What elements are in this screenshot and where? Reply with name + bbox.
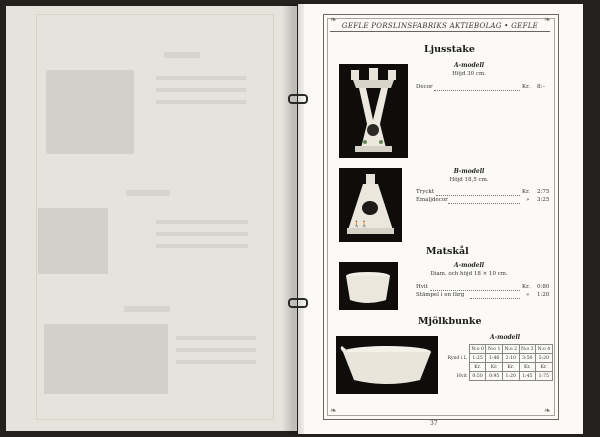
header-rule <box>330 31 550 32</box>
faded-heading <box>164 52 200 58</box>
table-cell: 1:45 <box>519 372 536 381</box>
height-label: Höjd 18,5 cm. <box>449 177 489 183</box>
table-corner <box>446 345 469 354</box>
model-label: A-modell <box>453 262 485 269</box>
bowl-photo <box>339 262 398 310</box>
table-row-label: Hvit <box>456 373 467 379</box>
table-cell: 5:20 <box>536 354 553 363</box>
table-header-cell: N:o 4 <box>537 346 551 352</box>
table-header-cell: N:o 3 <box>521 346 534 352</box>
price-row-label: Decor <box>416 84 433 90</box>
faded-heading <box>126 190 170 196</box>
leader-dots <box>434 90 520 91</box>
price-row-label: Emaljdecor <box>416 197 448 203</box>
table-cell: 1:75 <box>536 372 553 381</box>
table-cell: 1:20 <box>502 372 519 381</box>
table-cell: Kr. <box>469 363 486 372</box>
section-title-matskal: Matskål <box>426 246 469 257</box>
faded-text-line <box>156 232 248 236</box>
price-value: 3:25 <box>537 197 550 203</box>
table-row-label: Rynd i L <box>447 355 467 361</box>
model-label: A-modell <box>453 62 485 69</box>
price-currency: » <box>526 292 530 298</box>
price-currency: Kr. <box>522 84 530 90</box>
price-value: 1:20 <box>537 292 550 298</box>
table-header-row <box>446 345 552 354</box>
faded-text-line <box>156 100 246 104</box>
candlestick-a-image <box>339 64 408 158</box>
leader-dots <box>470 298 520 299</box>
corner-ornament: ❧ <box>544 15 551 24</box>
corner-ornament: ❧ <box>330 15 337 24</box>
faded-text-line <box>156 88 246 92</box>
leader-dots <box>430 290 520 291</box>
svg-text:🚶🚶: 🚶🚶 <box>353 221 368 228</box>
table-currency-row <box>446 363 552 372</box>
bowl-image <box>339 262 398 310</box>
table-cell: Kr. <box>519 363 536 372</box>
model-label: A-modell <box>489 334 521 341</box>
faded-text-line <box>176 348 256 352</box>
leader-dots <box>448 203 520 204</box>
price-row-label: Stämpel i en färg <box>416 292 465 298</box>
faded-mugs-photo <box>44 324 168 394</box>
table-header-cell: N:o 1 <box>487 346 501 352</box>
candlestick-a-photo <box>339 64 408 158</box>
book-gutter <box>282 4 304 434</box>
faded-text-line <box>176 360 256 364</box>
table-header-cell: N:o 0 <box>471 346 484 352</box>
table-cell: 0:95 <box>486 372 503 381</box>
price-row-label: Hvit <box>416 284 428 290</box>
height-label: Höjd 30 cm. <box>452 71 486 77</box>
corner-ornament: ❧ <box>544 406 551 415</box>
leader-dots <box>436 195 520 196</box>
table-cell: Kr. <box>536 363 553 372</box>
faded-heading <box>124 306 170 312</box>
candlestick-b-photo <box>339 168 402 242</box>
price-currency: Kr. <box>522 189 530 195</box>
faded-text-line <box>176 336 256 340</box>
faded-text-line <box>156 220 248 224</box>
corner-ornament: ❧ <box>330 406 337 415</box>
section-title-mjolkbunke: Mjölkbunke <box>418 316 482 327</box>
faded-plate-photo <box>46 70 134 154</box>
table-header-cell: N:o 2 <box>504 346 517 352</box>
table-cell: 3:50 <box>519 354 536 363</box>
price-row-label: Tryckt <box>416 189 435 195</box>
page-number: 37 <box>430 420 438 427</box>
table-cell: 1:25 <box>469 354 486 363</box>
table-cell: Kr. <box>502 363 519 372</box>
milk-bowl-image <box>336 336 438 394</box>
dimensions-label: Diam. och höjd 18 × 10 cm. <box>430 271 508 277</box>
binding-ring <box>288 298 308 308</box>
binding-ring <box>288 94 308 104</box>
milk-bowl-photo <box>336 336 438 394</box>
price-currency: » <box>526 197 530 203</box>
price-value: 0:80 <box>537 284 550 290</box>
table-cell: 1:46 <box>486 354 503 363</box>
faded-plate-photo <box>38 208 108 274</box>
table-cell: 0:50 <box>469 372 486 381</box>
page-header: GEFLE PORSLINSFABRIKS AKTIEBOLAG • GEFLE <box>341 22 539 30</box>
table-row <box>446 372 552 381</box>
left-page <box>6 6 297 431</box>
price-value: 2:75 <box>537 189 550 195</box>
price-value: 8:– <box>537 84 546 90</box>
table-cell: 2:10 <box>502 354 519 363</box>
mjolkbunke-price-table <box>446 344 553 381</box>
table-corner <box>446 363 469 372</box>
faded-text-line <box>156 76 246 80</box>
section-title-ljusstake: Ljusstake <box>424 44 475 55</box>
price-currency: Kr. <box>522 284 530 290</box>
faded-text-line <box>156 244 248 248</box>
candlestick-b-image <box>339 168 402 242</box>
table-row <box>446 354 552 363</box>
table-cell: Kr. <box>486 363 503 372</box>
model-label: B-modell <box>453 168 485 175</box>
